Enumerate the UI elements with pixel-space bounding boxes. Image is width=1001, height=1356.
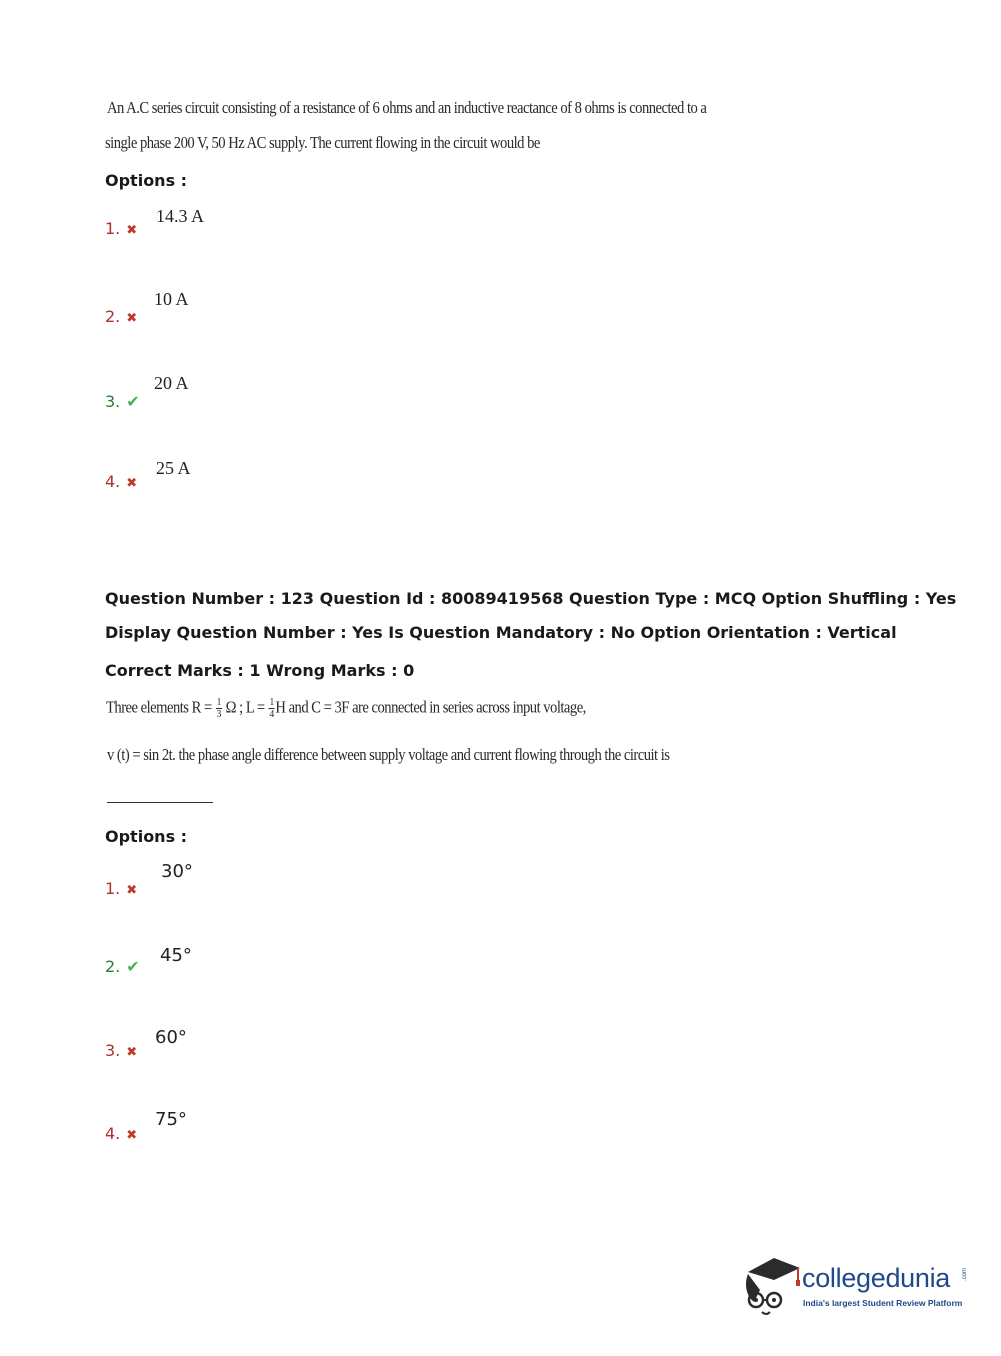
q2-option-4-value: 75° (155, 1109, 187, 1130)
collegedunia-mascot-icon (742, 1250, 802, 1320)
logo-tagline: India's largest Student Review Platform (803, 1298, 963, 1308)
q1-option-2-value: 10 A (154, 289, 189, 309)
q2-option-3-value: 60° (155, 1027, 187, 1048)
q1-option-1-number: 1. ✖ (105, 219, 138, 238)
fraction-l: $\frac{1}{4}$ (269, 696, 274, 720)
correct-check-icon: ✔ (126, 392, 140, 411)
wrong-mark-icon: ✖ (126, 223, 138, 238)
question-2-line-2: v (t) = sin 2t. the phase angle difference between supply voltage and current flowing through the circuit is (107, 745, 670, 764)
wrong-mark-icon: ✖ (126, 311, 138, 326)
question-1-line-2: single phase 200 V, 50 Hz AC supply. The current flowing in the circuit would be (105, 133, 540, 152)
q2-option-1-number: 1. ✖ (105, 879, 138, 898)
question-meta-line-2: Display Question Number : Yes Is Question Mandatory : No Option Orientation : Vertical (105, 623, 897, 642)
options-label-1: Options : (105, 171, 188, 190)
correct-check-icon: ✔ (126, 957, 140, 976)
wrong-mark-icon: ✖ (126, 883, 138, 898)
question-meta-line-3: Correct Marks : 1 Wrong Marks : 0 (105, 661, 415, 680)
q1-option-2-number: 2. ✖ (105, 307, 138, 326)
q1-option-4-number: 4. ✖ (105, 472, 138, 491)
wrong-mark-icon: ✖ (126, 1128, 138, 1143)
fraction-r: $\frac{1}{3}$ (216, 696, 221, 720)
logo-wordmark: collegedunia (802, 1263, 951, 1293)
answer-blank-line (107, 802, 213, 803)
q2-option-2-value: 45° (160, 945, 192, 966)
q1-option-3-number: 3. ✔ (105, 392, 140, 411)
question-meta-line-1: Question Number : 123 Question Id : 80089419568 Question Type : MCQ Option Shuffling : Yes (105, 589, 957, 608)
q2-option-4-number: 4. ✖ (105, 1124, 138, 1143)
q2-option-3-number: 3. ✖ (105, 1041, 138, 1060)
wrong-mark-icon: ✖ (126, 1045, 138, 1060)
q1-option-4-value: 25 A (156, 458, 191, 478)
q2-option-2-number: 2. ✔ (105, 957, 140, 976)
wrong-mark-icon: ✖ (126, 476, 138, 491)
q1-option-1-value: 14.3 A (156, 206, 205, 226)
question-2-line-1: Three elements R = $\frac{1}{3}$ Ω ; L = $\frac{1}{4}$ H and C = 3F are connected in series across input voltage, (106, 696, 586, 720)
options-label-2: Options : (105, 827, 188, 846)
logo-domain-suffix: .com (962, 1268, 968, 1282)
q1-option-3-value: 20 A (154, 373, 189, 393)
q2-option-1-value: 30° (161, 861, 193, 882)
question-1-line-1: An A.C series circuit consisting of a resistance of 6 ohms and an inductive reactance of 8 ohms is connected to a (107, 98, 707, 117)
